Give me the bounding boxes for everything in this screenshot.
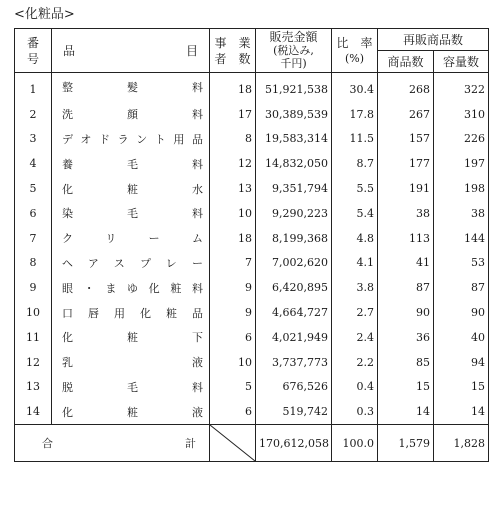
- row-sales: 7,002,620: [256, 251, 332, 276]
- table-row: [15, 102, 489, 127]
- header-number: [15, 29, 52, 73]
- row-sales: 14,832,050: [256, 151, 332, 176]
- total-label-left: 合: [42, 437, 53, 451]
- row-sales: 51,921,538: [256, 73, 332, 102]
- row-ratio: 3.8: [332, 275, 378, 300]
- row-number: 6: [15, 201, 52, 226]
- row-ratio: 11.5: [332, 127, 378, 152]
- row-number: 10: [15, 300, 52, 325]
- row-number: 12: [15, 350, 52, 375]
- total-items: 1,579: [378, 425, 434, 462]
- table-row: [15, 176, 489, 201]
- header-sales-line1: 販売金額: [269, 30, 318, 44]
- row-resale-items: 267: [378, 102, 434, 127]
- row-offices: 9: [210, 275, 256, 300]
- header-sales-line2: (税込み,: [273, 44, 314, 57]
- header-offices-bottom: 者 数: [214, 51, 251, 66]
- row-resale-capacity: 40: [434, 325, 489, 350]
- row-ratio: 2.4: [332, 325, 378, 350]
- row-offices: 17: [210, 102, 256, 127]
- row-offices: 12: [210, 151, 256, 176]
- table-row: [15, 375, 489, 400]
- row-number: 3: [15, 127, 52, 152]
- header-offices: [210, 29, 256, 73]
- row-resale-capacity: 94: [434, 350, 489, 375]
- row-sales: 19,583,314: [256, 127, 332, 152]
- row-resale-items: 38: [378, 201, 434, 226]
- row-offices: 6: [210, 399, 256, 424]
- row-resale-capacity: 226: [434, 127, 489, 152]
- row-number: 1: [15, 73, 52, 102]
- total-sales: 170,612,058: [256, 425, 332, 462]
- total-label-cell: [15, 425, 210, 462]
- row-number: 11: [15, 325, 52, 350]
- row-number: 13: [15, 375, 52, 400]
- row-offices: 8: [210, 127, 256, 152]
- row-sales: 4,021,949: [256, 325, 332, 350]
- row-ratio: 30.4: [332, 73, 378, 102]
- row-number: 7: [15, 226, 52, 251]
- row-resale-capacity: 322: [434, 73, 489, 102]
- row-number: 9: [15, 275, 52, 300]
- row-sales: 30,389,539: [256, 102, 332, 127]
- row-number: 14: [15, 399, 52, 424]
- row-item-name: 染毛料: [52, 201, 210, 226]
- row-sales: 6,420,895: [256, 275, 332, 300]
- row-item-name: 洗顔料: [52, 102, 210, 127]
- row-resale-items: 85: [378, 350, 434, 375]
- row-resale-capacity: 310: [434, 102, 489, 127]
- row-resale-items: 157: [378, 127, 434, 152]
- row-resale-items: 14: [378, 399, 434, 424]
- table-row: [15, 399, 489, 424]
- header-ratio-top: 比 率: [336, 35, 373, 50]
- total-empty-cell: [210, 425, 256, 462]
- row-resale-items: 191: [378, 176, 434, 201]
- header-item-right: 目: [185, 43, 198, 58]
- row-item-name: 眼・まゆ化粧料: [52, 275, 210, 300]
- row-ratio: 5.5: [332, 176, 378, 201]
- header-number-top: 番: [26, 35, 39, 50]
- row-sales: 3,737,773: [256, 350, 332, 375]
- row-resale-capacity: 197: [434, 151, 489, 176]
- row-item-name: デオドラント用品: [52, 127, 210, 152]
- diagonal-slash: [210, 425, 255, 461]
- row-resale-items: 41: [378, 251, 434, 276]
- row-item-name: 化粧液: [52, 399, 210, 424]
- row-offices: 13: [210, 176, 256, 201]
- row-ratio: 2.7: [332, 300, 378, 325]
- row-resale-items: 15: [378, 375, 434, 400]
- table-header: [15, 29, 489, 73]
- header-resale-capacity: 容量数: [434, 51, 489, 73]
- row-item-name: 養毛料: [52, 151, 210, 176]
- header-item: [52, 29, 210, 73]
- row-offices: 5: [210, 375, 256, 400]
- table-row: [15, 325, 489, 350]
- header-offices-top: 事 業: [214, 35, 251, 50]
- row-ratio: 0.4: [332, 375, 378, 400]
- row-item-name: 口唇用化粧品: [52, 300, 210, 325]
- row-resale-capacity: 53: [434, 251, 489, 276]
- header-sales: [256, 29, 332, 73]
- header-ratio: [332, 29, 378, 73]
- row-number: 4: [15, 151, 52, 176]
- table-row: [15, 300, 489, 325]
- table-row: [15, 201, 489, 226]
- row-sales: 9,290,223: [256, 201, 332, 226]
- row-ratio: 4.1: [332, 251, 378, 276]
- header-resale-group: 再販商品数: [378, 29, 489, 51]
- row-item-name: クリーム: [52, 226, 210, 251]
- row-item-name: 乳液: [52, 350, 210, 375]
- row-resale-items: 36: [378, 325, 434, 350]
- row-sales: 676,526: [256, 375, 332, 400]
- row-number: 8: [15, 251, 52, 276]
- row-sales: 519,742: [256, 399, 332, 424]
- row-sales: 4,664,727: [256, 300, 332, 325]
- row-offices: 6: [210, 325, 256, 350]
- table-row: [15, 275, 489, 300]
- total-ratio: 100.0: [332, 425, 378, 462]
- table-row: [15, 350, 489, 375]
- row-offices: 7: [210, 251, 256, 276]
- row-offices: 10: [210, 350, 256, 375]
- table-row: [15, 226, 489, 251]
- row-ratio: 17.8: [332, 102, 378, 127]
- row-resale-capacity: 90: [434, 300, 489, 325]
- total-label-right: 計: [185, 437, 196, 451]
- row-resale-capacity: 144: [434, 226, 489, 251]
- row-offices: 9: [210, 300, 256, 325]
- table-row: [15, 127, 489, 152]
- row-ratio: 0.3: [332, 399, 378, 424]
- row-sales: 9,351,794: [256, 176, 332, 201]
- row-item-name: 化粧水: [52, 176, 210, 201]
- row-item-name: 化粧下: [52, 325, 210, 350]
- row-offices: 10: [210, 201, 256, 226]
- cosmetics-sales-table: [14, 28, 489, 462]
- header-number-bottom: 号: [26, 51, 39, 66]
- row-ratio: 2.2: [332, 350, 378, 375]
- row-resale-items: 268: [378, 73, 434, 102]
- header-item-left: 品: [63, 43, 76, 58]
- row-number: 5: [15, 176, 52, 201]
- row-resale-capacity: 87: [434, 275, 489, 300]
- row-resale-items: 87: [378, 275, 434, 300]
- row-sales: 8,199,368: [256, 226, 332, 251]
- table-row: [15, 73, 489, 102]
- row-resale-capacity: 198: [434, 176, 489, 201]
- row-resale-capacity: 15: [434, 375, 489, 400]
- header-ratio-bottom: (%): [344, 51, 365, 65]
- row-number: 2: [15, 102, 52, 127]
- table-row: [15, 251, 489, 276]
- total-capacity: 1,828: [434, 425, 489, 462]
- section-title: <化粧品>: [14, 7, 75, 22]
- total-row: [15, 425, 489, 462]
- row-ratio: 5.4: [332, 201, 378, 226]
- table-row: [15, 151, 489, 176]
- row-ratio: 8.7: [332, 151, 378, 176]
- row-item-name: 整髪料: [52, 73, 210, 102]
- row-offices: 18: [210, 73, 256, 102]
- header-sales-line3: 千円): [280, 57, 307, 70]
- row-resale-items: 113: [378, 226, 434, 251]
- row-resale-items: 177: [378, 151, 434, 176]
- row-resale-capacity: 14: [434, 399, 489, 424]
- row-offices: 18: [210, 226, 256, 251]
- table-body: [15, 73, 489, 425]
- row-resale-capacity: 38: [434, 201, 489, 226]
- row-ratio: 4.8: [332, 226, 378, 251]
- row-item-name: ヘアスプレー: [52, 251, 210, 276]
- header-resale-items: 商品数: [378, 51, 434, 73]
- row-item-name: 脱毛料: [52, 375, 210, 400]
- row-resale-items: 90: [378, 300, 434, 325]
